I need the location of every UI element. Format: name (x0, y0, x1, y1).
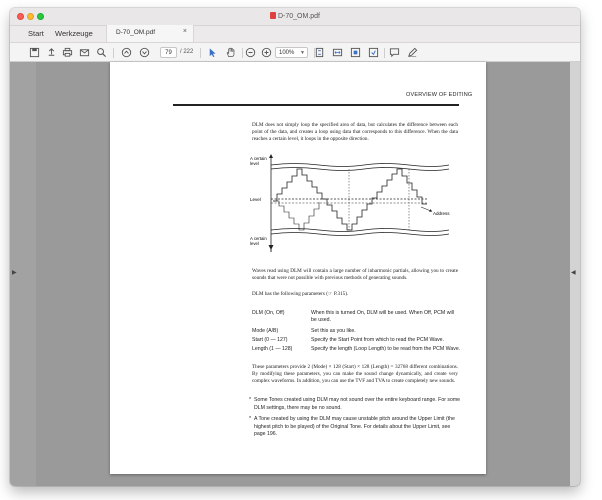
paragraph-parameters-intro: DLM has the following parameters (☞ P.315). (252, 291, 349, 297)
tab-close-icon[interactable]: × (182, 28, 187, 35)
zoom-value: 100% (279, 50, 295, 56)
zoom-out-icon[interactable] (244, 46, 257, 59)
hand-icon[interactable] (224, 46, 237, 59)
paragraph-waves: Waves read using DLM will contain a large number of inharmonic partials, allowing you to create sounds that were not possible with previous methods of generating sounds. (252, 268, 458, 281)
left-panel-strip (10, 62, 36, 486)
chevron-down-icon: ▼ (300, 50, 305, 56)
param-name: DLM (On, Off) (252, 310, 285, 316)
param-name: Length (1 — 128) (252, 346, 293, 352)
note-item (249, 397, 461, 412)
pdf-page (110, 62, 486, 474)
menu-start[interactable]: Start (28, 29, 44, 38)
save-icon[interactable] (28, 46, 41, 59)
fit-page-icon[interactable] (313, 46, 326, 59)
upload-icon[interactable] (45, 46, 58, 59)
pdf-file-icon (270, 12, 276, 19)
dlm-loop-diagram (249, 152, 459, 254)
title-bar (10, 8, 580, 26)
page-up-icon[interactable] (120, 46, 133, 59)
param-desc: When this is turned On, DLM will be used. When Off, PCM will be used. (311, 310, 454, 323)
window-title (10, 12, 580, 20)
paragraph-intro: DLM does not simply loop the specified area of data, but calculates the difference between each point of the data, and creates a loop using data that corresponds to this difference. When the data reaches a certain level, it loops in the opposite direction. (252, 122, 458, 142)
expand-right-panel-icon[interactable]: ◀ (571, 270, 576, 276)
read-mode-icon[interactable] (367, 46, 380, 59)
document-tab[interactable] (106, 25, 194, 42)
app-window (10, 8, 580, 486)
param-desc: Specify the Start Point from which to read the PCM Wave. (311, 337, 445, 343)
select-arrow-icon[interactable] (206, 46, 219, 59)
fullscreen-icon[interactable] (349, 46, 362, 59)
level-axis-label: Level (250, 197, 261, 202)
paragraph-combinations: These parameters provide 2 (Mode) × 128 (Start) × 128 (Length) = 32768 different combinations. By modifying these parameters, you can make the sound change dynamically, and create very complex waveforms. In addition, you can use the TVF and TVA to create completely new sounds. (252, 364, 458, 384)
param-desc: Set this as you like. (311, 328, 356, 334)
right-panel-strip (570, 62, 580, 486)
page-total: / 222 (180, 49, 194, 55)
page-header: OVERVIEW OF EDITING (406, 92, 473, 98)
menu-tools[interactable]: Werkzeuge (55, 29, 93, 38)
note-item (249, 416, 461, 439)
param-name: Mode (A/B) (252, 328, 279, 334)
zoom-select[interactable] (275, 47, 308, 58)
toolbar (10, 42, 580, 62)
document-tab-label: D-70_OM.pdf (116, 29, 156, 36)
note-marker: * (249, 416, 252, 422)
note-marker: * (249, 397, 252, 403)
param-desc: Specify the length (Loop Length) to be read from the PCM Wave. (311, 346, 461, 352)
window-title-text: D-70_OM.pdf (277, 13, 321, 20)
menu-bar (10, 26, 580, 42)
address-axis-label: Address (433, 211, 450, 216)
lower-level-label-1: A certain (250, 236, 267, 241)
fit-width-icon[interactable] (331, 46, 344, 59)
header-rule (173, 104, 459, 106)
note-text: Some Tones created using DLM may not sound over the entire keyboard range. For some DLM settings, there may be no sound. (254, 397, 461, 411)
note-text: A Tone created by using the DLM may cause unstable pitch around the Upper Limit (the highest pitch to be played) of the Original Tone. For details about the Upper Limit, see page 196. (254, 416, 455, 437)
page-down-icon[interactable] (138, 46, 151, 59)
zoom-in-icon[interactable] (260, 46, 273, 59)
mail-icon[interactable] (78, 46, 91, 59)
param-name: Start (0 — 127) (252, 337, 288, 343)
upper-level-label-1: A certain (250, 156, 267, 161)
expand-left-panel-icon[interactable]: ▶ (12, 270, 17, 276)
comment-icon[interactable] (388, 46, 401, 59)
search-icon[interactable] (95, 46, 108, 59)
lower-level-label-2: level (250, 241, 259, 246)
document-viewer[interactable] (10, 62, 580, 486)
print-icon[interactable] (61, 46, 74, 59)
page-number-input[interactable]: 79 (160, 47, 177, 58)
upper-level-label-2: level (250, 161, 259, 166)
pen-icon[interactable] (406, 46, 419, 59)
